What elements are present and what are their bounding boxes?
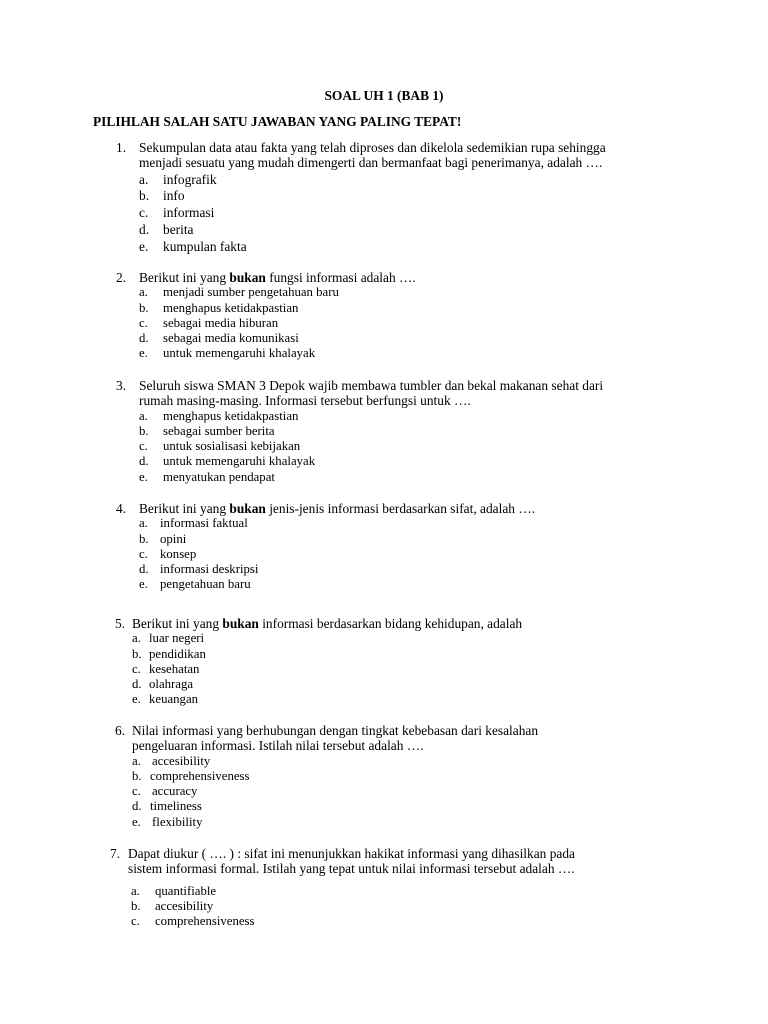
- question-text: [116, 270, 416, 285]
- option-c: [139, 439, 627, 454]
- option-letter: d.: [139, 221, 150, 237]
- option-text: berita: [163, 221, 194, 237]
- question-pre: Berikut ini yang: [132, 616, 223, 631]
- question-text: [128, 861, 575, 876]
- option-text: kumpulan fakta: [163, 238, 247, 254]
- option-text: untuk memengaruhi khalayak: [163, 454, 316, 469]
- option-text: sebagai sumber berita: [163, 423, 275, 438]
- option-text: infografik: [163, 171, 217, 187]
- option-letter: a.: [139, 285, 148, 300]
- option-text: informasi: [163, 205, 215, 221]
- option-text: informasi deskripsi: [160, 562, 259, 577]
- option-a: [132, 753, 558, 769]
- option-e: [139, 469, 627, 485]
- option-letter: c.: [131, 914, 140, 929]
- question-text: [132, 738, 538, 753]
- option-text: sebagai media komunikasi: [163, 331, 299, 346]
- option-text: timeliness: [150, 799, 202, 814]
- option-text: menghapus ketidakpastian: [163, 300, 299, 315]
- question-line-1: Sekumpulan data atau fakta yang telah diproses dan dikelola sedemikian rupa sehingga: [139, 140, 606, 155]
- option-letter: e.: [139, 346, 148, 361]
- option-a: [139, 285, 440, 300]
- question-number: 5.: [115, 616, 126, 631]
- option-letter: e.: [132, 814, 141, 829]
- option-text: comprehensiveness: [155, 914, 255, 929]
- page-title: SOAL UH 1 (BAB 1): [324, 88, 444, 103]
- option-text: quantifiable: [155, 883, 217, 898]
- option-text: olahraga: [149, 677, 194, 692]
- option-letter: b.: [132, 768, 142, 783]
- option-b: [139, 423, 627, 439]
- option-letter: b.: [131, 898, 141, 913]
- question-number: 1.: [116, 140, 127, 155]
- question-emphasis: bukan: [222, 616, 259, 631]
- options-list: [132, 753, 558, 830]
- option-d: [139, 221, 630, 239]
- option-letter: c.: [132, 661, 141, 676]
- question-text: [110, 846, 575, 861]
- option-letter: e.: [139, 469, 148, 484]
- option-text: pendidikan: [149, 646, 206, 661]
- option-letter: d.: [132, 677, 142, 692]
- option-text: untuk sosialisasi kebijakan: [163, 439, 301, 454]
- question-text: [116, 378, 604, 393]
- question-number: 6.: [115, 723, 126, 738]
- option-c: [139, 205, 630, 222]
- question-text: [115, 616, 523, 631]
- option-b: [131, 898, 602, 914]
- option-c: [139, 315, 440, 331]
- option-c: [139, 546, 556, 562]
- question-line-2: sistem informasi formal. Istilah yang tepat untuk nilai informasi tersebut adalah ….: [128, 861, 575, 877]
- option-letter: c.: [139, 439, 148, 454]
- question-5: [0, 616, 523, 708]
- question-text: [116, 140, 606, 155]
- question-number: 2.: [116, 270, 127, 285]
- option-text: informasi faktual: [160, 516, 248, 531]
- option-a: [139, 516, 556, 531]
- option-d: [139, 562, 556, 577]
- option-b: [139, 188, 630, 205]
- option-letter: a.: [132, 631, 141, 646]
- option-b: [132, 768, 558, 784]
- question-post: fungsi informasi adalah ….: [265, 270, 416, 285]
- option-text: konsep: [160, 546, 197, 561]
- option-letter: e.: [139, 577, 148, 592]
- question-line-2: rumah masing-masing. Informasi tersebut berfungsi untuk ….: [139, 393, 471, 409]
- option-text: keuangan: [149, 692, 199, 707]
- option-letter: b.: [139, 531, 149, 546]
- option-letter: d.: [139, 562, 149, 577]
- question-post: informasi berdasarkan bidang kehidupan, adalah: [258, 616, 523, 631]
- question-emphasis: bukan: [229, 501, 266, 516]
- question-line-1: Seluruh siswa SMAN 3 Depok wajib membawa tumbler dan bekal makanan sehat dari: [139, 378, 604, 393]
- option-c: [132, 661, 539, 677]
- option-text: accuracy: [152, 784, 198, 799]
- options-list: [139, 285, 440, 361]
- options-list: [139, 171, 630, 256]
- option-text: pengetahuan baru: [160, 577, 251, 592]
- option-b: [132, 646, 539, 662]
- question-pre: Berikut ini yang: [139, 270, 230, 285]
- option-text: untuk memengaruhi khalayak: [163, 346, 316, 361]
- option-a: [131, 883, 602, 899]
- option-letter: b.: [139, 300, 149, 315]
- option-e: [139, 346, 440, 361]
- option-letter: a.: [139, 408, 148, 423]
- question-text: [139, 155, 606, 170]
- option-text: opini: [160, 531, 187, 546]
- option-text: menghapus ketidakpastian: [163, 408, 299, 423]
- question-3: [0, 378, 604, 485]
- question-1: [0, 140, 606, 256]
- option-letter: a.: [131, 883, 140, 898]
- option-letter: c.: [139, 315, 148, 330]
- options-list: [139, 408, 627, 485]
- option-a: [139, 408, 627, 424]
- question-pre: Berikut ini yang: [139, 501, 230, 516]
- option-a: [132, 631, 539, 646]
- question-2: [0, 270, 416, 362]
- option-letter: c.: [139, 546, 148, 561]
- option-letter: e.: [132, 692, 141, 707]
- option-text: comprehensiveness: [150, 768, 250, 783]
- options-list: [131, 883, 602, 930]
- question-text: [139, 393, 603, 408]
- option-b: [139, 300, 440, 316]
- question-post: jenis-jenis informasi berdasarkan sifat, adalah ….: [265, 501, 536, 516]
- question-number: 4.: [116, 501, 127, 516]
- option-text: kesehatan: [149, 661, 200, 676]
- question-line-1: Nilai informasi yang berhubungan dengan tingkat kebebasan dari kesalahan: [132, 723, 539, 738]
- option-e: [139, 238, 630, 256]
- option-letter: a.: [132, 753, 141, 768]
- option-c: [131, 914, 602, 929]
- option-text: flexibility: [152, 814, 203, 829]
- option-d: [139, 454, 627, 469]
- question-4: [0, 501, 536, 593]
- option-text: info: [163, 188, 185, 204]
- option-d: [132, 677, 539, 692]
- question-emphasis: bukan: [229, 270, 266, 285]
- question-line-2: pengeluaran informasi. Istilah nilai tersebut adalah ….: [132, 738, 424, 754]
- option-d: [132, 799, 558, 814]
- option-text: menyatukan pendapat: [163, 469, 275, 484]
- question-line-1: Dapat diukur ( …. ) : sifat ini menunjukkan hakikat informasi yang dihasilkan pada: [128, 846, 575, 861]
- question-6: [0, 723, 539, 830]
- option-letter: d.: [139, 454, 149, 469]
- option-e: [139, 577, 556, 592]
- option-text: sebagai media hiburan: [163, 315, 279, 330]
- question-text: [115, 723, 539, 738]
- option-text: accesibility: [152, 753, 211, 768]
- options-list: [139, 516, 556, 592]
- option-text: menjadi sumber pengetahuan baru: [163, 285, 339, 300]
- option-letter: b.: [139, 188, 150, 204]
- option-letter: c.: [139, 205, 149, 221]
- option-d: [139, 331, 440, 346]
- option-c: [132, 784, 558, 799]
- option-e: [132, 814, 558, 830]
- option-letter: b.: [139, 423, 149, 438]
- instruction-heading: PILIHLAH SALAH SATU JAWABAN YANG PALING TEPAT!: [93, 114, 462, 129]
- option-letter: e.: [139, 238, 149, 254]
- option-text: accesibility: [155, 898, 214, 913]
- question-number: 7.: [110, 846, 121, 861]
- option-letter: a.: [139, 171, 149, 187]
- option-letter: d.: [139, 331, 149, 346]
- option-letter: c.: [132, 784, 141, 799]
- option-letter: d.: [132, 799, 142, 814]
- option-e: [132, 692, 539, 707]
- question-text: [116, 501, 536, 516]
- option-letter: b.: [132, 646, 142, 661]
- question-line-2: menjadi sesuatu yang mudah dimengerti dan bermanfaat bagi penerimanya, adalah ….: [139, 155, 603, 171]
- question-number: 3.: [116, 378, 127, 393]
- option-a: [139, 171, 630, 189]
- question-7: [0, 846, 575, 929]
- options-list: [132, 631, 539, 707]
- option-letter: a.: [139, 516, 148, 531]
- option-b: [139, 531, 556, 547]
- option-text: luar negeri: [149, 631, 205, 646]
